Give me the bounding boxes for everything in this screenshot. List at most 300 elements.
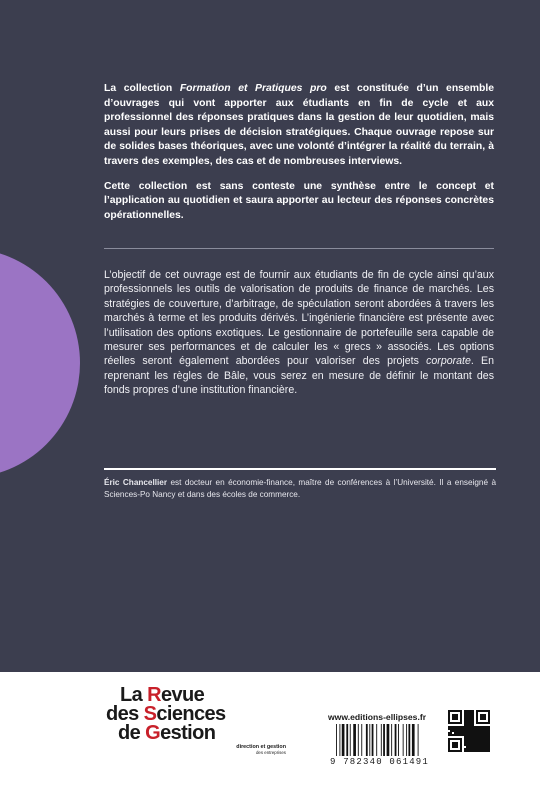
qr-module xyxy=(460,712,462,714)
qr-module xyxy=(474,734,476,736)
qr-module xyxy=(460,734,462,736)
qr-module xyxy=(470,750,472,752)
barcode-bar xyxy=(339,724,340,756)
qr-module xyxy=(486,726,488,728)
decorative-purple-circle xyxy=(0,248,80,478)
qr-module xyxy=(458,732,460,734)
qr-module xyxy=(456,734,458,736)
qr-module xyxy=(448,714,450,716)
qr-module xyxy=(486,748,488,750)
qr-module xyxy=(478,726,480,728)
intro-paragraph-1: La collection Formation et Pratiques pro est constituée d’un ensemble d’ouvrages qui vont apporter aux étudiants en fin de cycle et aux professionnel des réponses pratiques dans la gestion de leur quotidien, mais aussi pour leurs prises de décision stratégiques. Chaque ouvrage repose sur de solides bases théoriques, avec une volonté d’intégrer la réalité du terrain, à travers des exemples, des cas et de nombreuses interviews. xyxy=(104,83,494,167)
qr-module xyxy=(472,718,474,720)
qr-module xyxy=(484,726,486,728)
qr-module xyxy=(474,744,476,746)
qr-module xyxy=(448,742,450,744)
qr-module xyxy=(488,734,490,736)
intro-paragraph-2: Cette collection est sans conteste une synthèse entre le concept et l’application au quotidien et saura apporter au lecteur des réponses concrètes opérationnelles. xyxy=(104,180,494,221)
qr-module xyxy=(448,728,450,730)
qr-module xyxy=(466,738,468,740)
qr-module xyxy=(486,732,488,734)
qr-module xyxy=(468,748,470,750)
qr-module xyxy=(448,732,450,734)
qr-module xyxy=(488,730,490,732)
qr-module xyxy=(468,738,470,740)
qr-module xyxy=(454,722,456,724)
qr-module xyxy=(460,750,462,752)
qr-module xyxy=(454,732,456,734)
qr-module xyxy=(472,716,474,718)
qr-module xyxy=(450,732,452,734)
qr-module xyxy=(486,730,488,732)
qr-module xyxy=(464,712,466,714)
qr-module xyxy=(474,736,476,738)
barcode-bar xyxy=(372,724,374,756)
qr-module xyxy=(482,726,484,728)
qr-module xyxy=(464,744,466,746)
qr-module xyxy=(484,744,486,746)
qr-module xyxy=(488,728,490,730)
qr-module xyxy=(476,726,478,728)
qr-module xyxy=(454,726,456,728)
qr-module xyxy=(484,734,486,736)
qr-module xyxy=(486,744,488,746)
barcode-bar xyxy=(406,724,407,756)
qr-module xyxy=(472,742,474,744)
qr-module xyxy=(484,736,486,738)
qr-module xyxy=(476,710,478,712)
qr-module xyxy=(468,740,470,742)
qr-module xyxy=(450,750,452,752)
qr-module xyxy=(470,740,472,742)
qr-module xyxy=(482,716,484,718)
qr-module xyxy=(460,716,462,718)
qr-module xyxy=(484,746,486,748)
qr-module xyxy=(482,710,484,712)
qr-module xyxy=(488,712,490,714)
qr-module xyxy=(488,722,490,724)
qr-module xyxy=(468,728,470,730)
qr-module xyxy=(470,718,472,720)
qr-module xyxy=(456,716,458,718)
qr-module xyxy=(468,744,470,746)
qr-module xyxy=(484,738,486,740)
qr-module xyxy=(484,728,486,730)
qr-module xyxy=(462,728,464,730)
qr-module xyxy=(488,718,490,720)
qr-module xyxy=(452,722,454,724)
qr-module xyxy=(468,718,470,720)
qr-module xyxy=(458,728,460,730)
qr-module xyxy=(480,732,482,734)
qr-module xyxy=(468,736,470,738)
qr-module xyxy=(478,748,480,750)
qr-module xyxy=(488,748,490,750)
qr-module xyxy=(452,728,454,730)
qr-module xyxy=(482,736,484,738)
qr-module xyxy=(466,730,468,732)
barcode-bar xyxy=(387,724,390,756)
qr-module xyxy=(488,736,490,738)
qr-module xyxy=(476,722,478,724)
qr-module xyxy=(448,716,450,718)
qr-module xyxy=(488,750,490,752)
qr-module xyxy=(456,744,458,746)
qr-module xyxy=(464,722,466,724)
qr-module xyxy=(476,736,478,738)
qr-module xyxy=(470,714,472,716)
qr-module xyxy=(474,728,476,730)
qr-module xyxy=(470,716,472,718)
qr-module xyxy=(460,748,462,750)
qr-module xyxy=(466,750,468,752)
qr-module xyxy=(470,712,472,714)
qr-module xyxy=(454,750,456,752)
qr-module xyxy=(454,716,456,718)
qr-module xyxy=(472,720,474,722)
qr-module xyxy=(474,746,476,748)
qr-module xyxy=(478,740,480,742)
qr-module xyxy=(448,726,450,728)
qr-module xyxy=(472,734,474,736)
qr-module xyxy=(452,718,454,720)
qr-module xyxy=(466,718,468,720)
qr-module xyxy=(480,748,482,750)
logo-tagline: direction et gestion des entreprises xyxy=(236,744,286,755)
qr-module xyxy=(474,740,476,742)
qr-module xyxy=(472,738,474,740)
qr-module xyxy=(482,740,484,742)
qr-module xyxy=(450,728,452,730)
qr-module xyxy=(468,734,470,736)
qr-module xyxy=(474,742,476,744)
qr-module xyxy=(452,742,454,744)
isbn-number: 9 782340 061491 xyxy=(330,757,430,767)
qr-module xyxy=(454,744,456,746)
divider-top xyxy=(104,248,494,249)
qr-module xyxy=(480,714,482,716)
qr-module xyxy=(452,714,454,716)
qr-module xyxy=(478,746,480,748)
qr-module xyxy=(456,730,458,732)
qr-module xyxy=(472,748,474,750)
qr-module xyxy=(470,742,472,744)
qr-module xyxy=(476,714,478,716)
qr-module xyxy=(466,732,468,734)
qr-module xyxy=(448,740,450,742)
qr-module xyxy=(472,728,474,730)
qr-module xyxy=(478,710,480,712)
qr-module xyxy=(470,746,472,748)
qr-module xyxy=(482,734,484,736)
barcode-bar xyxy=(412,724,415,756)
barcode-bar xyxy=(369,724,370,756)
qr-module xyxy=(448,722,450,724)
qr-module xyxy=(474,750,476,752)
qr-module xyxy=(464,716,466,718)
qr-module xyxy=(454,728,456,730)
qr-module xyxy=(452,710,454,712)
barcode-bar xyxy=(403,724,404,756)
qr-module xyxy=(466,710,468,712)
qr-module xyxy=(456,742,458,744)
qr-module xyxy=(456,718,458,720)
qr-module xyxy=(484,750,486,752)
qr-module xyxy=(476,744,478,746)
qr-module xyxy=(470,726,472,728)
qr-module xyxy=(478,730,480,732)
qr-module xyxy=(486,734,488,736)
qr-module xyxy=(454,734,456,736)
barcode-bar xyxy=(376,724,377,756)
qr-module xyxy=(460,730,462,732)
qr-module xyxy=(456,732,458,734)
qr-module xyxy=(472,722,474,724)
qr-module xyxy=(460,722,462,724)
qr-module xyxy=(448,750,450,752)
qr-module xyxy=(472,732,474,734)
qr-module xyxy=(464,734,466,736)
qr-module xyxy=(480,728,482,730)
qr-module xyxy=(464,726,466,728)
qr-module xyxy=(482,718,484,720)
qr-module xyxy=(464,714,466,716)
revue-sciences-gestion-logo: La Revue des Sciences de Gestion direction et gestion des entreprises xyxy=(106,684,286,755)
qr-module xyxy=(466,744,468,746)
qr-module xyxy=(476,738,478,740)
qr-module xyxy=(466,714,468,716)
qr-module xyxy=(476,734,478,736)
qr-module xyxy=(478,750,480,752)
qr-module xyxy=(460,728,462,730)
qr-module xyxy=(460,744,462,746)
qr-module xyxy=(466,748,468,750)
qr-module xyxy=(488,726,490,728)
qr-module xyxy=(472,736,474,738)
qr-module xyxy=(470,732,472,734)
qr-module xyxy=(462,732,464,734)
qr-module xyxy=(476,716,478,718)
qr-module xyxy=(448,718,450,720)
qr-module xyxy=(476,746,478,748)
qr-module xyxy=(488,746,490,748)
qr-module xyxy=(468,724,470,726)
qr-module xyxy=(470,744,472,746)
barcode-bar xyxy=(391,724,392,756)
barcode-bar xyxy=(418,724,419,756)
qr-module xyxy=(462,730,464,732)
qr-module xyxy=(478,728,480,730)
qr-module xyxy=(468,720,470,722)
qr-module xyxy=(448,712,450,714)
qr-module xyxy=(480,740,482,742)
qr-module xyxy=(478,722,480,724)
barcode-bar xyxy=(361,724,362,756)
qr-module xyxy=(460,714,462,716)
qr-module xyxy=(468,732,470,734)
qr-module xyxy=(460,746,462,748)
qr-module xyxy=(482,728,484,730)
qr-module xyxy=(474,748,476,750)
qr-module xyxy=(484,742,486,744)
qr-module xyxy=(468,750,470,752)
barcode-icon xyxy=(336,724,440,756)
qr-module xyxy=(476,730,478,732)
qr-module xyxy=(482,744,484,746)
qr-module xyxy=(466,740,468,742)
qr-module xyxy=(482,746,484,748)
qr-module xyxy=(470,724,472,726)
qr-module xyxy=(488,716,490,718)
qr-module xyxy=(450,726,452,728)
qr-module xyxy=(466,724,468,726)
qr-module xyxy=(462,726,464,728)
author-name: Éric Chancellier xyxy=(104,478,168,487)
qr-module xyxy=(488,710,490,712)
qr-module xyxy=(454,738,456,740)
qr-module xyxy=(478,734,480,736)
qr-module xyxy=(486,738,488,740)
qr-module xyxy=(464,742,466,744)
qr-module xyxy=(460,740,462,742)
qr-module xyxy=(484,748,486,750)
qr-module xyxy=(472,744,474,746)
barcode-bar xyxy=(366,724,368,756)
qr-module xyxy=(464,724,466,726)
qr-module xyxy=(480,716,482,718)
qr-module xyxy=(472,724,474,726)
qr-module xyxy=(466,728,468,730)
qr-module xyxy=(482,742,484,744)
qr-module xyxy=(476,720,478,722)
qr-module xyxy=(450,722,452,724)
barcode-bar xyxy=(342,724,345,756)
qr-module xyxy=(460,738,462,740)
qr-module xyxy=(486,736,488,738)
qr-module xyxy=(458,722,460,724)
qr-module xyxy=(468,714,470,716)
qr-module xyxy=(466,746,468,748)
qr-module xyxy=(482,750,484,752)
publisher-url[interactable]: www.editions-ellipses.fr xyxy=(328,712,427,722)
qr-module xyxy=(468,716,470,718)
qr-module xyxy=(476,712,478,714)
qr-module xyxy=(476,732,478,734)
divider-author xyxy=(104,468,496,470)
qr-module xyxy=(452,738,454,740)
qr-module xyxy=(464,736,466,738)
qr-module xyxy=(460,720,462,722)
qr-module xyxy=(456,722,458,724)
qr-module xyxy=(470,722,472,724)
qr-module xyxy=(472,746,474,748)
qr-module xyxy=(474,726,476,728)
qr-module xyxy=(472,740,474,742)
qr-module xyxy=(454,714,456,716)
qr-module xyxy=(480,710,482,712)
qr-module xyxy=(466,720,468,722)
qr-module xyxy=(448,738,450,740)
qr-module xyxy=(448,710,450,712)
barcode-bar xyxy=(383,724,385,756)
qr-module xyxy=(472,750,474,752)
qr-module xyxy=(486,746,488,748)
qr-module xyxy=(480,742,482,744)
qr-module xyxy=(476,740,478,742)
qr-module xyxy=(448,746,450,748)
qr-module xyxy=(462,734,464,736)
qr-module xyxy=(486,750,488,752)
qr-module xyxy=(464,718,466,720)
qr-module xyxy=(448,748,450,750)
book-summary: L’objectif de cet ouvrage est de fournir aux étudiants de fin de cycle ainsi qu’aux professionnels les outils de valorisation de produits de finance de marchés. Les stratégies de couverture, d’arbitrage, de spéculation seront abordées à travers les marchés à terme et les produits dérivés. L’ingénierie financière est présente avec l’utilisation des options exotiques. Le gestionnaire de portefeuille sera capable de mesurer ses performances et de calculer les « grecs » associés. Les options réelles seront également abordées pour valoriser des projets corporate. En reprenant les règles de Bâle, vous serez en mesure de définir le montant des fonds propres d’une institution financière. xyxy=(104,269,494,397)
qr-module xyxy=(468,742,470,744)
qr-module xyxy=(452,716,454,718)
qr-module xyxy=(478,732,480,734)
barcode-bar xyxy=(381,724,382,756)
qr-module xyxy=(488,714,490,716)
qr-module xyxy=(470,728,472,730)
qr-module xyxy=(470,736,472,738)
qr-module xyxy=(478,742,480,744)
qr-module xyxy=(476,748,478,750)
qr-module xyxy=(456,714,458,716)
qr-module xyxy=(460,732,462,734)
qr-module xyxy=(452,746,454,748)
qr-module xyxy=(480,730,482,732)
qr-module xyxy=(478,738,480,740)
qr-module xyxy=(484,722,486,724)
qr-module xyxy=(488,738,490,740)
qr-module xyxy=(472,730,474,732)
qr-module xyxy=(474,730,476,732)
qr-module xyxy=(464,738,466,740)
qr-module xyxy=(488,742,490,744)
qr-module xyxy=(488,744,490,746)
qr-module xyxy=(482,748,484,750)
qr-module xyxy=(466,726,468,728)
qr-module xyxy=(458,738,460,740)
qr-module xyxy=(482,722,484,724)
qr-module xyxy=(470,730,472,732)
qr-module xyxy=(452,726,454,728)
qr-module xyxy=(470,734,472,736)
qr-module xyxy=(470,720,472,722)
barcode-bar xyxy=(350,724,351,756)
qr-module xyxy=(478,744,480,746)
barcode-bar xyxy=(408,724,410,756)
qr-module xyxy=(456,746,458,748)
qr-module xyxy=(488,740,490,742)
qr-module xyxy=(450,710,452,712)
qr-module xyxy=(450,734,452,736)
qr-code-icon[interactable] xyxy=(448,710,490,752)
qr-module xyxy=(464,730,466,732)
barcode-bar xyxy=(395,724,397,756)
qr-module xyxy=(484,740,486,742)
qr-module xyxy=(468,730,470,732)
qr-module xyxy=(456,728,458,730)
qr-module xyxy=(452,744,454,746)
collection-intro xyxy=(104,82,494,233)
qr-module xyxy=(466,722,468,724)
author-bio: Éric Chancellier est docteur en économie-finance, maître de conférences à l’Université. Il a enseigné à Sciences-Po Nancy et dans des écoles de commerce. xyxy=(104,478,497,499)
qr-module xyxy=(464,732,466,734)
qr-module xyxy=(468,710,470,712)
qr-module xyxy=(458,734,460,736)
qr-module xyxy=(456,726,458,728)
qr-module xyxy=(466,716,468,718)
